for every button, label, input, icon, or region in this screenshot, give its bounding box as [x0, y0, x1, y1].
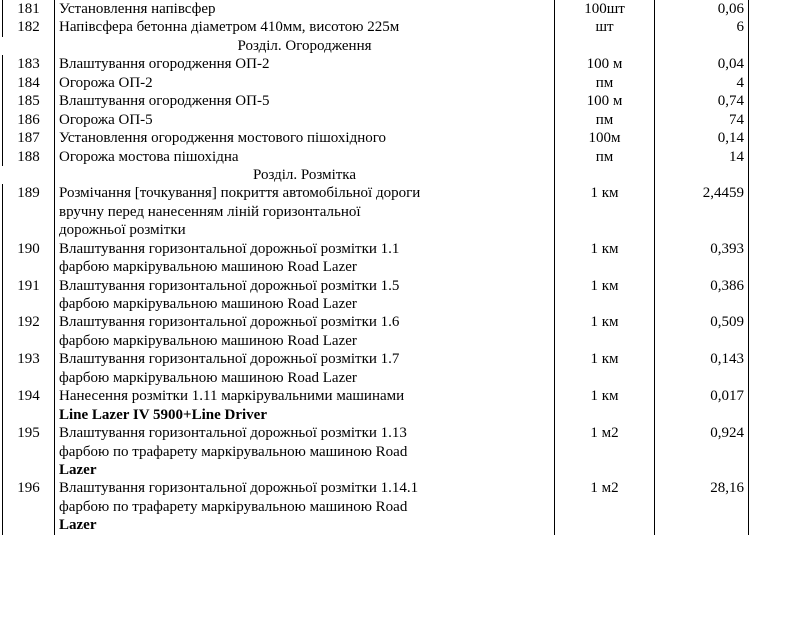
row-description-line: Розмічання [точкування] покриття автомобільної дороги [59, 185, 421, 202]
table-row [3, 184, 749, 239]
row-description-line: дорожньої розмітки [59, 222, 186, 239]
row-description-line: Влаштування горизонтальної дорожньої розмітки 1.1 [59, 240, 400, 257]
table-section-row [3, 166, 749, 184]
row-description-line: Влаштування горизонтальної дорожньої розмітки 1.7 [59, 351, 400, 368]
row-unit: 1 м2 [555, 479, 655, 534]
row-quantity: 0,14 [655, 129, 749, 147]
table-row [3, 111, 749, 129]
row-description-line: вручну перед нанесенням ліній горизонтальної [59, 203, 361, 220]
row-number: 192 [3, 313, 55, 350]
section-num-cell [3, 37, 55, 55]
row-quantity: 14 [655, 148, 749, 166]
row-quantity: 0,74 [655, 92, 749, 110]
row-number: 182 [3, 18, 55, 36]
row-unit: 100шт [555, 0, 655, 18]
row-description-line: Влаштування горизонтальної дорожньої розмітки 1.13 [59, 425, 407, 442]
row-quantity: 0,509 [655, 313, 749, 350]
section-unit-cell [555, 166, 655, 184]
table-row [3, 129, 749, 147]
row-number: 190 [3, 240, 55, 277]
row-number: 184 [3, 74, 55, 92]
row-quantity: 2,4459 [655, 184, 749, 239]
row-number: 191 [3, 277, 55, 314]
row-description-line: Нанесення розмітки 1.11 маркірувальними машинами [59, 388, 405, 405]
row-description-line: фарбою по трафарету маркірувальною машиною Road [59, 498, 408, 515]
row-unit: 1 км [555, 184, 655, 239]
table-row [3, 240, 749, 277]
row-number: 181 [3, 0, 55, 18]
row-description [55, 387, 555, 424]
row-number: 194 [3, 387, 55, 424]
row-description [55, 55, 555, 73]
row-quantity: 0,017 [655, 387, 749, 424]
row-number: 183 [3, 55, 55, 73]
row-number: 193 [3, 350, 55, 387]
row-description-line: Lazer [59, 461, 97, 478]
row-unit: 100 м [555, 55, 655, 73]
row-description [55, 148, 555, 166]
table-row [3, 387, 749, 424]
row-quantity: 0,04 [655, 55, 749, 73]
row-description-line: фарбою маркірувальною машиною Road Lazer [59, 259, 357, 276]
row-unit: 100 м [555, 92, 655, 110]
row-description-line: фарбою маркірувальною машиною Road Lazer [59, 369, 357, 386]
row-quantity: 0,06 [655, 0, 749, 18]
section-title: Розділ. Розмітка [252, 166, 357, 183]
row-description-line: фарбою маркірувальною машиною Road Lazer [59, 332, 357, 349]
row-description-line: Влаштування горизонтальної дорожньої розмітки 1.5 [59, 277, 400, 294]
row-quantity: 74 [655, 111, 749, 129]
row-unit: 100м [555, 129, 655, 147]
table-row [3, 148, 749, 166]
table-body [3, 0, 749, 535]
section-num-cell [3, 166, 55, 184]
row-number: 187 [3, 129, 55, 147]
row-quantity: 0,143 [655, 350, 749, 387]
row-description [55, 424, 555, 479]
table-row [3, 18, 749, 36]
row-description-line: Установлення напівсфер [59, 1, 216, 17]
row-description [55, 240, 555, 277]
row-unit: 1 м2 [555, 424, 655, 479]
section-qty-cell [655, 166, 749, 184]
table-row [3, 350, 749, 387]
row-description-line: Огорожа ОП-2 [59, 74, 153, 91]
row-description-line: Огорожа мостова пішохідна [59, 148, 239, 165]
row-quantity: 6 [655, 18, 749, 36]
row-description-line: Огорожа ОП-5 [59, 111, 153, 128]
row-description [55, 18, 555, 36]
estimate-table [2, 0, 749, 535]
row-quantity: 4 [655, 74, 749, 92]
row-number: 195 [3, 424, 55, 479]
row-quantity: 0,386 [655, 277, 749, 314]
row-number: 196 [3, 479, 55, 534]
row-description-line: Lazer [59, 517, 97, 534]
row-description [55, 479, 555, 534]
row-description-line: Влаштування огородження ОП-2 [59, 56, 270, 73]
row-description [55, 129, 555, 147]
table-section-row [3, 37, 749, 55]
row-unit: шт [555, 18, 655, 36]
row-number: 186 [3, 111, 55, 129]
table-row [3, 277, 749, 314]
row-description [55, 313, 555, 350]
row-unit: 1 км [555, 313, 655, 350]
row-description [55, 277, 555, 314]
section-unit-cell [555, 37, 655, 55]
row-description-line: Влаштування горизонтальної дорожньої розмітки 1.6 [59, 314, 400, 331]
table-row [3, 0, 749, 18]
row-number: 189 [3, 184, 55, 239]
row-description-line: Line Lazer IV 5900+Line Driver [59, 406, 267, 423]
section-title: Розділ. Огородження [237, 37, 372, 54]
row-unit: 1 км [555, 387, 655, 424]
row-unit: пм [555, 148, 655, 166]
row-quantity: 28,16 [655, 479, 749, 534]
table-row [3, 424, 749, 479]
row-unit: 1 км [555, 240, 655, 277]
row-unit: пм [555, 111, 655, 129]
table-row [3, 92, 749, 110]
row-description [55, 111, 555, 129]
row-description-line: Установлення огородження мостового пішохідного [59, 130, 387, 147]
row-description [55, 0, 555, 18]
row-unit: 1 км [555, 277, 655, 314]
table-row [3, 313, 749, 350]
row-unit: 1 км [555, 350, 655, 387]
row-description-line: Влаштування горизонтальної дорожньої розмітки 1.14.1 [59, 480, 419, 497]
row-description [55, 184, 555, 239]
row-description-line: Напівсфера бетонна діаметром 410мм, висотою 225м [59, 19, 400, 36]
row-description-line: фарбою маркірувальною машиною Road Lazer [59, 296, 357, 312]
section-qty-cell [655, 37, 749, 55]
row-description [55, 74, 555, 92]
row-description [55, 350, 555, 387]
row-description-line: Влаштування огородження ОП-5 [59, 93, 270, 110]
row-quantity: 0,924 [655, 424, 749, 479]
row-number: 185 [3, 92, 55, 110]
row-description-line: фарбою по трафарету маркірувальною машиною Road [59, 443, 408, 460]
table-row [3, 479, 749, 534]
row-unit: пм [555, 74, 655, 92]
table-row [3, 55, 749, 73]
row-description [55, 92, 555, 110]
table-row [3, 74, 749, 92]
row-quantity: 0,393 [655, 240, 749, 277]
row-number: 188 [3, 148, 55, 166]
